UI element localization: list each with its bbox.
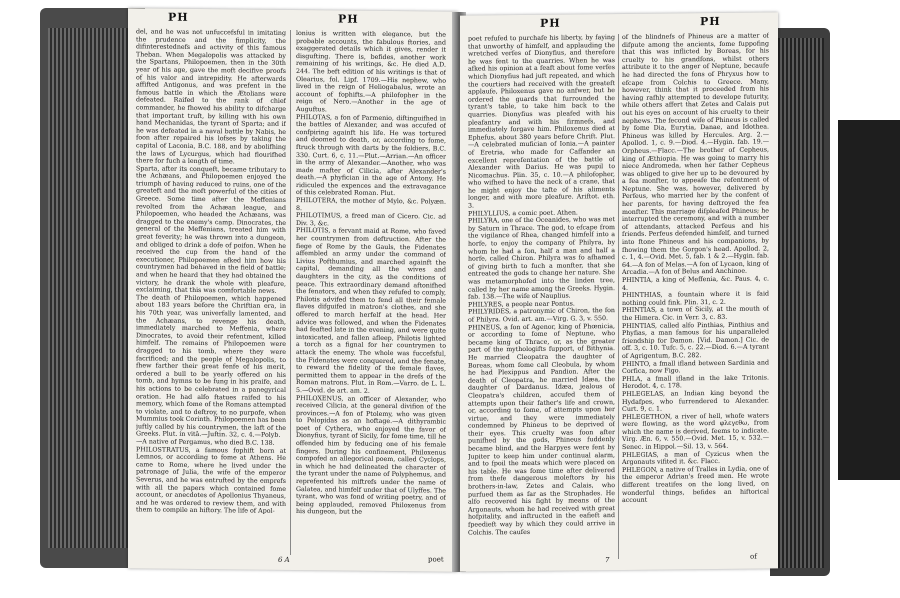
catchword: poet — [428, 555, 444, 564]
paragraph: PHLEGETHON, a river of hell, whofe waters were flowing, as the word φλεγεθω, from which the name is derived, feems to indicate. Virg. Æn. 6, v. 550.—Ovid. Met. 15, v. 532.—Senec. in Hippol.—Sil. 13, v. 564. — [622, 412, 769, 452]
paragraph: PHLA, a fmall ifland in the lake Tritonis. Herodot. 4, c. 178. — [622, 374, 769, 391]
column-rule — [290, 30, 291, 555]
paragraph: PHINTIA, a king of Meffenia, &c. Paus. 4, c. 4. — [622, 275, 769, 292]
paragraph: of the blindnefs of Phineus are a matter of difpute among the ancients, fome fuppofing that this was inflicted by Boreas, for his cruelty to his grandfons, whilst others attribute it to the anger of Neptune, becaufe he had directed the fons of Phryxus how to efcape from Colchis to Greece. Many, however, think that it proceeded from his having rafhly attempted to develope futurity, while others affert that Zetes and Calais put out his eyes on account of his cruelty to their nephews. The fecond wife of Phineus is called by fome Dia, Eurytia, Danae, and Idothea. Phineus was killed by Hercules. Arg. 2.—Apollod. 1, c. 9.—Diod. 4.—Hygin. fab. 19.—Orpheus.—Flacc.—The brother of Cepheus, king of Æthiopia. He was going to marry his niece Andromeda, when her father Cepheus was obliged to give her up to be devoured by a fea monfter, to appeafe the refentment of Neptune. She was, however, delivered by Perfeus, who married her by the confent of her parents, for having deftroyed the fea monfter. This marriage difpleafed Phineus; he interrupted the ceremony, and with a number of attendants, attacked Perfeus and his friends. Perfeus defended himfelf, and turned into ftone Phineus and his companions, by fhowing them the Gorgon's head. Apollod. 2, c. 1, 4.—Ovid. Met. 5, fab. 1 & 2.—Hygin. fab. 64.—A fon of Melas.—A fon of Lycaon, king of Arcadia.—A fon of Belus and Anchinoe. — [622, 32, 769, 277]
left-column-2 — [296, 30, 446, 557]
right-column-1 — [468, 34, 615, 561]
paragraph: PHINTHIAS, a fountain where it is faid nothing could fink. Plin. 31, c. 2. — [622, 290, 769, 307]
paragraph: PHLEGON, a native of Tralles in Lydia, one of the emperor Adrian's freed men. He wrote different treatifes on the long lived, on wonderful things, befides an hiftorical account — [622, 465, 769, 505]
paragraph: PHILOTIMUS, a freed man of Cicero. Cic. ad Div. 3, &c. — [296, 212, 446, 228]
right-column-2 — [622, 32, 769, 559]
paragraph: The death of Philopoemen, which happened about 183 years before the Chriftian era, in his 70th year, was univerfally lamented, and the Achæans, to revenge his death, immediately marched to Meffenia, where Dinocrates, to avoid their refentment, killed himfelf. The remains of Philopoemen were dragged to his tomb, where they were facrificed; and the people of Megalopolis, to fhew farther their great fenfe of his merit, ordered a bull to be yearly offered on his tomb, and hymns to be fung in his praife, and his actions to be celebrated in a panegyrical oration. He had alfo ftatues raifed to his memory, which fome of the Romans attempted to violate, and to deftroy, to no purpofe, when Mummius took Corinth. Philopoemen has been juftly called by his countrymen, the laft of the Greeks. Plut. in vitâ.—Juftin. 32, c. 4.—Polyb. — [136, 294, 286, 440]
paragraph: —A native of Pergamus, who died B.C. 138. — [136, 438, 275, 447]
paragraph: del, and he was not unfuccefsful in imitating the prudence and the fimplicity, the difinterestednefs and activity of this famous Theban. When Megalopolis was attacked by the Spartans, Philopoemen, then in the 30th year of his age, gave the moft decifive proofs of his valor and intrepidity. He afterwards affifted Antigonus, and was prefent in the famous battle in which the Ætolians were defeated. Raifed to the rank of chief commander, he fhowed his ability to difcharge that important truft, by killing with his own hand Mechanidas, the tyrant of Sparta; and if he was defeated in a naval battle by Nabis, he foon after repaired his lofses by taking the capital of Laconia, B.C. 188, and by abolifhing the laws of Lycurgus, which had flourifhed there for fuch a length of time. — [136, 28, 286, 166]
left-column-1 — [136, 28, 286, 555]
paragraph: PHILYLLIUS, a comic poet. Athen. — [468, 209, 578, 218]
right-running-head-left: PH — [540, 16, 561, 30]
dark-tab — [838, 120, 900, 480]
paragraph: PHILOTIS, a fervant maid at Rome, who faved her countrymen from deftruction. After the fiege of Rome by the Gauls, the Fidenates affembled an army under the command of Livius Pofthumius, and marched againft the capital, demanding all the wives and daughters in the city, as the conditions of peace. This extraordinary demand aftonifhed the fenators, and when they refufed to comply, Philotis advifed them to fend all their female flaves difguifed in matron's clothes, and she offered to march herfelf at the head. Her advice was followed, and when the Fidenates had feafted late in the evening, and were quite intoxicated, and fallen afleep, Philotis lighted a torch as a fignal for her countrymen to attack the enemy. The whole was fuccefsful, the Fidenates were conquered, and the fenate, to reward the fidelity of the female flaves, permitted them to appear in the drefs of the Roman matrons. Plut. in Rom.—Varro. de L. L. 5.—Ovid. de art. am. 2. — [296, 227, 446, 395]
paragraph: PHINTIAS, called alfo Pinthias, Pinthius and Phyfias, a man famous for his unparalleled friendship for Damon. [Vid. Damon.] Cic. de off. 3, c. 10. Tufc. 5, c. 22.—Diod. 6.—A tyrant of Agrigentum, B.C. 282. — [622, 320, 769, 360]
column-rule — [618, 34, 619, 559]
paragraph: PHILOSTRATUS, a famous fophift born at Lemnos, or according to fome at Athens. He came to Rome, where he lived under the patronage of Julia, the wife of the emperor Severus, and he was entrufted by the emprefs with all the papers which contained fome account, or anecdotes of Apollonius Thyaneus, and he was ordered to review them, and with them to compile an hiftory. The life of Apol- — [136, 446, 286, 516]
right-page — [460, 12, 778, 571]
catchword: of — [750, 552, 757, 561]
signature-mark: 7 — [605, 556, 610, 565]
paragraph: PHLEGELAS, an Indian king beyond the Hydafpes, who furrendered to Alexander. Curt. 9, c. 1. — [622, 389, 769, 414]
left-page — [128, 8, 458, 571]
signature-mark: 6 A — [278, 555, 290, 564]
left-running-head-left: PH — [168, 10, 189, 24]
paragraph: PHILOXENUS, an officer of Alexander, who received Cilicia, at the general divifion of the provinces.—A fon of Ptolemy, who was given to Pelopidas as an hoftage.—A dithyrambic poet of Cythera, who enjoyed the favor of Dionyfius, tyrant of Sicily, for fome time, till he offended him by feducing one of his female fingers. During his confinement, Philoxenus compofed an allegorical poem, called Cyclops, in which he had delineated the character of the tyrant under the name of Polyphemus, and reprefented his miftrefs under the name of Galatea, and himfelf under that of Ulyffes. The tyrant, who was fond of writing poetry, and of being applauded, removed Philoxenus from his dungeon, but the — [296, 394, 446, 517]
paragraph: PHILOTERA, the mother of Mylo, &c. Polyæn. 8. — [296, 197, 446, 212]
paragraph: PHILYRA, one of the Oceanides, who was met by Saturn in Thrace. The god, to efcape from the vigilance of Rhea, changed himfelf into a horfe, to enjoy the company of Philyra, by whom he had a fon, half a man and half a horfe, called Chiron. Philyra was fo afhamed of giving birth to fuch a monfter, that she entreated the gods to change her nature. She was metamorphofed into the linden tree, called by her name among the Greeks. Hygin. fab. 138.—The wife of Nauplius. — [468, 216, 615, 301]
left-running-head-right: PH — [338, 12, 359, 26]
paragraph: PHINEUS, a fon of Agenor, king of Phœnicia, or according to fome of Neptune, who became king of Thrace, or, as the greater part of the mythologifts fupport, of Bithynia. He married Cleopatra the daughter of Boreas, whom fome call Cleobula, by whom he had Plexippus and Pandion. After the death of Cleopatra, he married Idæa, the daughter of Dardanus. Idæa, jealous of Cleopatra's children, accufed them of attempts upon their father's life and crown, or, according to fome, of attempts upon her virtue, and they were immediately condemned by Phineus to be deprived of their eyes. This cruelty was foon after punifhed by the gods, Phineus fuddenly became blind, and the Harpyes were fent by Jupiter to keep him under continual alarm, and to fpoil the meats which were placed on his table. He was fome time after delivered from thefe dangerous moleftors by his brothers-in-law, Zetes and Calais, who purfued them as far as the Strophades. He alfo recovered his fight by means of the Argonauts, whom he had received with great hofpitality, and inftructed in the eafieft and fpeedieft way by which they could arrive in Colchis. The caufes — [468, 322, 615, 537]
right-page-block — [770, 28, 830, 576]
paragraph: poet refufed to purchafe his liberty, by faying that unworthy of himfelf, and applauding the wretched verfes of Dionyfius, and therefore he was fent to the quarries. When he was afked his opinion at a feaft about fome verfes which Dionyfius had juft repeated, and which the courtiers had received with the greateft applaufe, Philoxenus gave no anfwer, but he ordered the guards that furrounded the tyrant's table, to take him back to the quarries. Dionyfius was pleafed with his pleafantry and with his firmnefs, and immediately forgave him. Philoxenus died at Ephefus, about 380 years before Chrift. Plut.—A celebrated mufician of Ionia.—A painter of Eretria, who made for Caffander an excellent reprefentation of the battle of Alexander with Darius. He was pupil to Nicomachus. Plin. 35, c. 10.—A philofopher, who wifhed to have the neck of a crane, that he might enjoy the tafte of his aliments longer, and with more pleafure. Ariftot. eth. 3. — [468, 34, 615, 210]
paragraph: PHINTO, a fmall ifland between Sardinia and Corfica, now Figo. — [622, 358, 769, 376]
paragraph: lonius is written with elegance, but the probable accounts, the fabulous ftories, and exaggerated details which it gives, render it disgufting. There is, befides, another work remaining of his writings, &c. He died A.D. 244. The beft edition of his writings is that of Olearius, fol. Lipf. 1709.—His nephew, who lived in the reign of Heliogabalus, wrote an account of fophifts.—A philofopher in the reign of Nero.—Another in the age of Auguftus. — [296, 30, 446, 114]
paragraph: Sparta, after its conqueft, became tributary to the Achæans, and Philopoemen enjoyed the triumph of having reduced to ruins, one of the greateft and the moft powerful of the cities of Greece. Some time after the Meffenians revolted from the Achæan league, and Philopoemen, who headed the Achæans, was dragged to the enemy's camp. Dinocrates, the general of the Meffenians, treated him with great feverity; he was thrown into a dungeon, and obliged to drink a dofe of poifon. When he received the cup from the hand of the executioner, Philopoemen afked him how his countrymen had behaved in the field of battle; and when he heard that they had obtained the victory, he drank the whole with pleafure, exclaiming, that this was comfortable news. — [136, 165, 286, 296]
paragraph: PHINTIAS, a town of Sicily, at the mouth of the Himera. Cic. in Verr. 3, c. 83. — [622, 305, 769, 322]
paragraph: PHILYRIDES, a patronymic of Chiron, the fon of Philyra. Ovid. art. am.—Virg. G. 3, v. 550. — [468, 307, 615, 324]
paragraph: PHILYRES, a people near Pontus. — [468, 300, 575, 309]
right-running-head-right: PH — [700, 14, 721, 29]
paragraph: PHILOTAS, a fon of Parmenio, diftinguifhed in the battles of Alexander, and was accufed of confpiring againft his life. He was tortured and doomed to death, or, according to fome, ftruck through with darts by the foldiers, B.C. 330. Curt. 6, c. 11.—Plut.—Arrian.—An officer in the army of Alexander.—Another, who was made mafter of Cilicia, after Alexander's death.—A phyfician in the age of Antony. He ridiculed the expences and the extravagance of this celebrated Roman. Plut. — [296, 113, 446, 198]
paragraph: PHLEGIAS, a man of Cyzicus when the Argonauts vifited it. &c. Flacc. — [622, 450, 769, 467]
